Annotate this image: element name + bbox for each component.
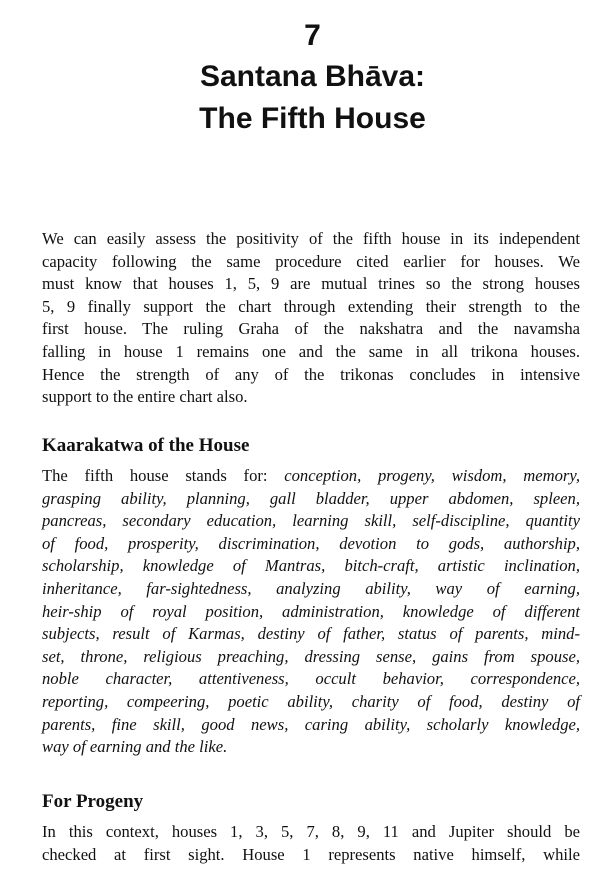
text-line: In this context, houses 1, 3, 5, 7, 8, 9, 11 and Jupiter should be <box>42 822 580 841</box>
text-line: set, throne, religious preaching, dressing sense, gains from spouse, <box>42 646 580 666</box>
italic-text: conception, progeny, wisdom, memory, <box>284 466 580 485</box>
text-line: support to the entire chart also. <box>42 387 248 407</box>
lead-text: The fifth house stands for: <box>42 466 285 485</box>
text-line: of food, prosperity, discrimination, devotion to gods, authorship, <box>42 533 580 553</box>
text-line: We can easily assess the positivity of the fifth house in its independent <box>42 229 580 248</box>
chapter-number: 7 <box>304 19 321 52</box>
text-line: subjects, result of Karmas, destiny of father, status of parents, mind- <box>42 624 580 644</box>
text-line: grasping ability, planning, gall bladder, upper abdomen, spleen, <box>42 488 580 508</box>
intro-paragraph <box>42 228 580 409</box>
section-heading-kaarakatwa: Kaarakatwa of the House <box>42 435 250 456</box>
section-heading-progeny: For Progeny <box>42 791 144 812</box>
text-line <box>42 465 580 488</box>
text-line: first house. The ruling Graha of the nakshatra and the navamsha <box>42 319 580 339</box>
progeny-paragraph <box>42 821 580 866</box>
text-line: inheritance, far-sightedness, analyzing ability, way of earning, <box>42 578 580 598</box>
text-line: scholarship, knowledge of Mantras, bitch-craft, artistic inclination, <box>42 556 580 576</box>
text-line: capacity following the same procedure cited earlier for houses. We <box>42 251 580 271</box>
text-line: 5, 9 finally support the chart through extending their strength to the <box>42 296 580 316</box>
text-line: way of earning and the like. <box>42 737 228 757</box>
text-line: checked at first sight. House 1 represents native himself, while <box>42 844 580 864</box>
kaarakatwa-paragraph <box>42 465 580 759</box>
text-line: pancreas, secondary education, learning skill, self-discipline, quantity <box>42 511 580 531</box>
chapter-title-line-1: Santana Bhāva: <box>199 60 426 93</box>
text-line: falling in house 1 remains one and the same in all trikona houses. <box>42 341 580 361</box>
text-line: heir-ship of royal position, administration, knowledge of different <box>42 601 580 621</box>
chapter-title-line-2: The Fifth House <box>199 102 426 135</box>
text-line: reporting, compeering, poetic ability, charity of food, destiny of <box>42 691 580 711</box>
text-line: parents, fine skill, good news, caring ability, scholarly knowledge, <box>42 714 580 734</box>
chapter-title <box>0 56 600 140</box>
text-line: must know that houses 1, 5, 9 are mutual trines so the strong houses <box>42 274 580 294</box>
text-line: noble character, attentiveness, occult behavior, correspondence, <box>42 669 580 689</box>
text-line: Hence the strength of any of the trikonas concludes in intensive <box>42 364 580 384</box>
